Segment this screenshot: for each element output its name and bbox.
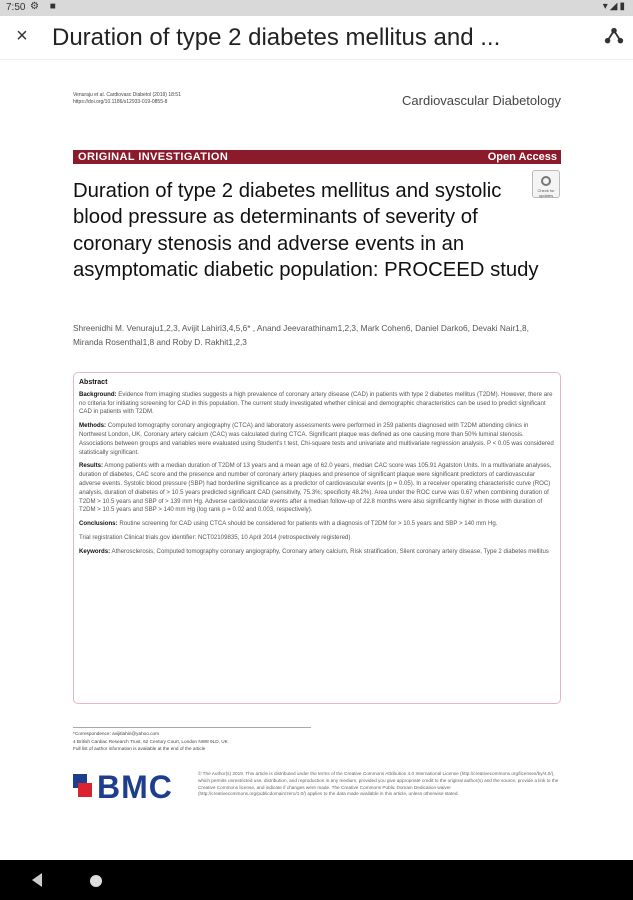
abstract-methods xyxy=(79,422,555,457)
footnote-divider xyxy=(73,727,311,728)
home-icon[interactable] xyxy=(90,875,102,887)
open-access-label: Open Access xyxy=(487,151,557,163)
back-icon[interactable] xyxy=(32,873,42,887)
affiliation-note: 4 British Cardiac Research Trust, 62 Century Court, London NW8 9LD, UK xyxy=(73,738,228,744)
license-text: © The Author(s) 2019. This article is distributed under the terms of the Creative Commons Attribution 4.0 International License (http://creativecommons.org/licenses/by/4.0/), which permits unrestricted use, distribution, and reproduction in any medium, provided you give appropriate credit to the original author(s) and the source, provide a link to the Creative Commons license, and indicate if changes were made. The Creative Commons Public Domain Dedication waiver (http://creativecommons.org/publicdomain/zero/1.0/) applies to the data made available in this article, unless otherwise stated. xyxy=(198,771,559,797)
doi-line[interactable]: https://doi.org/10.1186/s12933-019-0855-8 xyxy=(73,99,168,105)
abstract-results xyxy=(79,462,555,515)
background-label: Background: xyxy=(79,390,117,398)
correspondence-note: *Correspondence: avijitlahiri@yahoo.com xyxy=(73,731,160,736)
abstract-background xyxy=(79,391,555,417)
abstract-heading: Abstract xyxy=(79,379,108,386)
results-label: Results: xyxy=(79,462,104,470)
section-bar xyxy=(73,150,561,164)
footnotes xyxy=(73,730,323,753)
logo-square-red xyxy=(78,783,92,797)
citation-line: Venuraju et al. Cardiovasc Diabetol (2019) 18:51 xyxy=(73,92,181,98)
close-icon[interactable]: × xyxy=(16,25,28,47)
bmc-logo xyxy=(73,770,185,804)
abstract-keywords xyxy=(79,548,555,557)
methods-text: Computed tomography coronary angiography (CTCA) and laboratory assessments were performed in 259 patients diagnosed with T2DM attending clinics in Northwest London, UK. Coronary artery calcium (CAC) was calculated during CTCA. Significant plaque was defined as one causing more than 50% luminal stenosis. Associations between groups and variables were evaluated using Student's t test, Chi-square tests and univariate and multivariate regression analysis. P < 0.05 was considered statistically significant. xyxy=(79,422,554,456)
check-updates-label: Check for updates xyxy=(537,188,555,198)
article-meta xyxy=(73,92,181,106)
share-icon[interactable] xyxy=(603,26,625,48)
status-bar xyxy=(0,0,633,16)
results-text: Among patients with a median duration of T2DM of 13 years and a mean age of 62.0 years, median CAC score was 105.91 Agatston Units. In a multivariate analyses, duration of diabetes, CAC score and the presence and number of coronary artery plaques and presence of significant plaque were significant predictors of cardiovascular adverse events. Systolic blood pressure (SBP) had borderline significance as a predictor of cardiovascular events (p = 0.05). In a receiver operating characteristic curve (ROC) analysis, duration of diabetes of > 10.5 years predicted significant CAD (sensitivity, 75.3%; specificity 48.2%). Area under the ROC curve was 0.67 when combining duration of T2DM > 10.5 years and SBP of > 139 mm Hg. Adverse cardiovascular events after a median follow-up of 22.8 months were also significantly higher in those with duration of T2DM > 10.5 years and SBP > 140 mm Hg (log rank p = 0.02 and 0.003, respectively). xyxy=(79,462,552,514)
pdf-page[interactable] xyxy=(0,60,633,860)
conclusions-label: Conclusions: xyxy=(79,520,118,528)
abstract-box xyxy=(73,372,561,704)
abstract-conclusions xyxy=(79,520,555,529)
app-toolbar xyxy=(0,16,633,60)
methods-label: Methods: xyxy=(79,422,107,430)
conclusions-text: Routine screening for CAD using CTCA should be considered for patients with a diagnosis of T2DM for > 10.5 years and SBP > 140 mm Hg. xyxy=(119,520,498,528)
author-info-note: Full list of author information is available at the end of the article xyxy=(73,746,206,751)
status-time: 7:50 xyxy=(6,2,26,13)
trial-registration: Trial registration Clinical trials.gov identifier: NCT02109835, 10 April 2014 (retrospectively registered) xyxy=(79,533,351,541)
keywords-label: Keywords: xyxy=(79,547,111,555)
status-right-icons: ▾◢▮ xyxy=(602,1,627,12)
authors: Shreenidhi M. Venuraju1,2,3, Avijit Lahiri3,4,5,6* , Anand Jeevarathinam1,2,3, Mark Cohen6, Daniel Darko6, Devaki Nair1,8, Miranda Rosenthal1,8 and Roby D. Rakhit1,2,3 xyxy=(73,323,529,347)
document-title: Duration of type 2 diabetes mellitus and ... xyxy=(52,24,501,51)
background-text: Evidence from imaging studies suggests a high prevalence of coronary artery disease (CAD) in patients with type 2 diabetes mellitus (T2DM). However, there are no criteria for initiating screening for CAD in this population. The current study investigated whether clinical and demographic characteristics can be used to predict significant CAD in patients with T2DM. xyxy=(79,390,553,416)
keywords-text: Atherosclerosis, Computed tomography coronary angiography, Coronary artery calcium, Risk stratification, Silent coronary artery disease, Type 2 diabetes mellitus xyxy=(111,547,549,555)
status-left-icons: ⚙ ■ xyxy=(30,1,60,12)
navigation-bar xyxy=(0,860,633,900)
journal-name: Cardiovascular Diabetology xyxy=(402,93,561,108)
article-title: Duration of type 2 diabetes mellitus and systolic blood pressure as determinants of severity of coronary stenosis and adverse events in an asymptomatic diabetic population: PROCEED study xyxy=(73,180,539,282)
section-label: ORIGINAL INVESTIGATION xyxy=(78,151,229,163)
logo-text: BMC xyxy=(97,769,173,805)
